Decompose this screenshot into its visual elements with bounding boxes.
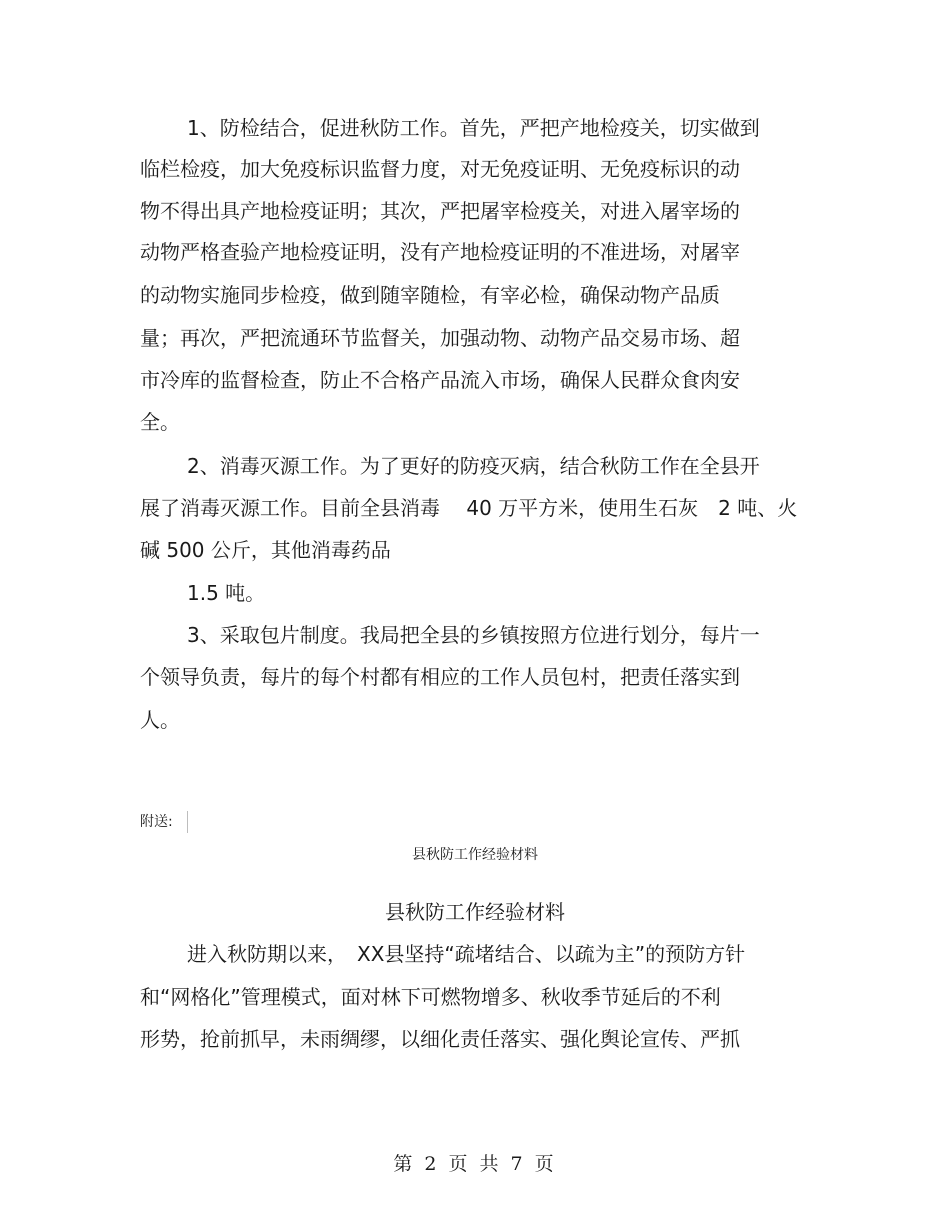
intro-line-2: 和“网格化”管理模式，面对林下可燃物增多、秋收季节延后的不利 bbox=[140, 985, 721, 1009]
intro-line-3: 形势，抢前抓早，未雨绸缪，以细化责任落实、强化舆论宣传、严抓 bbox=[140, 1027, 740, 1051]
attachment-title-small: 县秋防工作经验材料 bbox=[412, 847, 538, 863]
section2-line-3: 碱 500 公斤，其他消毒药品 bbox=[140, 538, 391, 562]
attachment-label: 附送: bbox=[140, 814, 173, 830]
attachment-title: 县秋防工作经验材料 bbox=[385, 900, 565, 924]
section1-line-6: 量；再次，严把流通环节监督关，加强动物、动物产品交易市场、超 bbox=[140, 326, 740, 350]
section1-line-3: 物不得出具产地检疫证明；其次，严把屠宰检疫关，对进入屠宰场的 bbox=[140, 199, 740, 223]
intro-line-1: 进入秋防期以来， XX县坚持“疏堵结合、以疏为主”的预防方针 bbox=[187, 942, 746, 966]
page-footer: 第 2 页 共 7 页 bbox=[393, 1153, 557, 1175]
section3-line-3: 人。 bbox=[140, 708, 180, 732]
section3-line-2: 个领导负责，每片的每个村都有相应的工作人员包村，把责任落实到 bbox=[140, 665, 740, 689]
section2-line-4: 1.5 吨。 bbox=[187, 581, 266, 605]
section1-line-2: 临栏检疫，加大免疫标识监督力度，对无免疫证明、无免疫标识的动 bbox=[140, 157, 740, 181]
section1-line-8: 全。 bbox=[140, 410, 180, 434]
section2-line-2: 展了消毒灭源工作。目前全县消毒 40 万平方米，使用生石灰 2 吨、火 bbox=[140, 496, 798, 520]
section1-line-5: 的动物实施同步检疫，做到随宰随检，有宰必检，确保动物产品质 bbox=[140, 283, 720, 307]
section3-line-1: 3、采取包片制度。我局把全县的乡镇按照方位进行划分，每片一 bbox=[187, 623, 760, 647]
section1-line-7: 市冷库的监督检查，防止不合格产品流入市场，确保人民群众食肉安 bbox=[140, 368, 740, 392]
section1-line-4: 动物严格查验产地检疫证明，没有产地检疫证明的不准进场，对屠宰 bbox=[140, 240, 740, 264]
section2-line-1: 2、消毒灭源工作。为了更好的防疫灭病，结合秋防工作在全县开 bbox=[187, 454, 760, 478]
section1-line-1: 1、防检结合，促进秋防工作。首先，严把产地检疫关，切实做到 bbox=[187, 116, 760, 140]
text-cursor bbox=[187, 811, 188, 833]
